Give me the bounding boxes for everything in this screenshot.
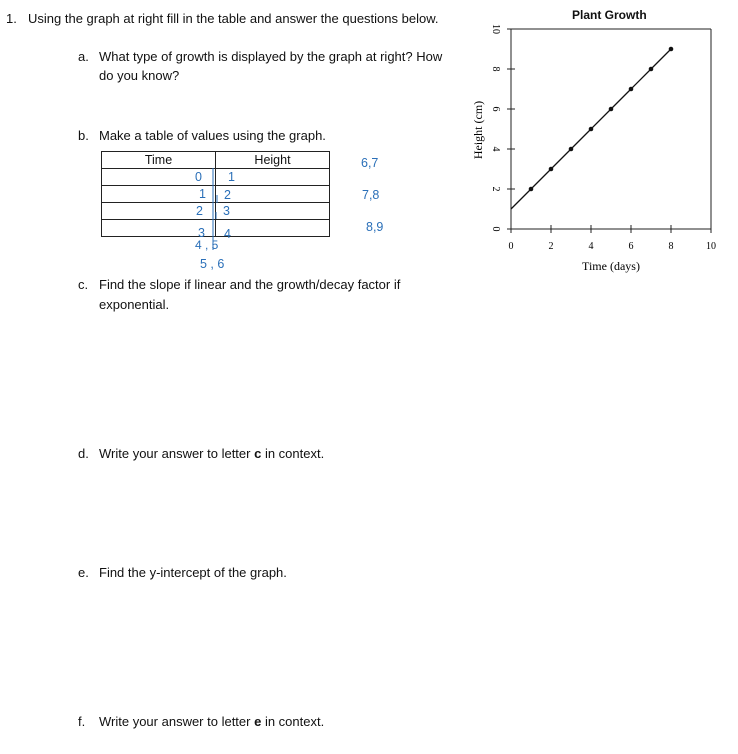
handwritten-height-3: 3	[223, 204, 230, 218]
data-point	[549, 167, 554, 172]
handwritten-side-3: 8,9	[366, 220, 384, 234]
x-tick-label: 8	[668, 241, 674, 252]
x-tick-label: 10	[706, 241, 716, 252]
data-point	[609, 107, 614, 112]
data-point	[569, 147, 574, 152]
handwritten-time-1: 0	[195, 170, 202, 184]
data-point	[649, 67, 654, 72]
y-axis-label: Height (cm)	[471, 100, 485, 160]
part-d-letter: d.	[78, 446, 89, 461]
part-e-text: Find the y-intercept of the graph.	[99, 565, 287, 580]
data-point	[589, 127, 594, 132]
part-a-line1: What type of growth is displayed by the graph at right? How	[99, 49, 443, 64]
handwritten-side-2: 7,8	[362, 188, 380, 202]
handwritten-time-3: 2	[196, 204, 203, 218]
part-d-after: in context.	[261, 446, 325, 461]
handwritten-height-1: 1	[228, 170, 235, 184]
part-b-text: Make a table of values using the graph.	[99, 128, 326, 143]
part-d-text	[99, 446, 324, 461]
part-a-line2: do you know?	[99, 68, 180, 83]
plant-growth-chart	[460, 0, 738, 290]
data-point	[669, 47, 674, 52]
y-tick-label: 0	[490, 226, 501, 232]
handwritten-height-4: 4	[224, 227, 231, 241]
part-c-line1: Find the slope if linear and the growth/decay factor if	[99, 277, 401, 292]
handwritten-time-4: 3	[198, 226, 205, 240]
part-c-letter: c.	[78, 277, 89, 292]
table-header-height: Height	[216, 152, 330, 169]
handwritten-side-1: 6,7	[361, 156, 379, 170]
part-a-letter: a.	[78, 49, 89, 64]
part-f-after: in context.	[261, 714, 325, 729]
handwritten-row-5: 4 , 5	[195, 238, 219, 252]
y-tick-label: 8	[490, 66, 501, 72]
part-d-before: Write your answer to letter	[99, 446, 255, 461]
part-f-text	[99, 714, 324, 729]
part-d-bold: c	[254, 446, 262, 461]
part-c-line2: exponential.	[99, 297, 170, 312]
question-prompt: Using the graph at right fill in the table and answer the questions below.	[28, 11, 439, 26]
handwritten-row-6: 5 , 6	[200, 257, 225, 271]
x-tick-label: 4	[588, 241, 594, 252]
y-tick-label: 2	[490, 186, 501, 192]
question-number: 1.	[6, 11, 17, 26]
y-tick-label: 10	[490, 24, 501, 34]
y-tick-label: 4	[490, 146, 501, 152]
y-tick-label: 6	[490, 106, 501, 112]
table-header-time: Time	[102, 152, 216, 169]
x-tick-label: 0	[508, 241, 514, 252]
part-f-letter: f.	[78, 714, 86, 729]
handwritten-height-2: 2	[224, 188, 231, 202]
data-point	[529, 187, 534, 192]
x-tick-label: 6	[628, 241, 634, 252]
data-point	[629, 87, 634, 92]
part-f-before: Write your answer to letter	[99, 714, 255, 729]
chart-title: Plant Growth	[572, 8, 647, 22]
x-axis-label: Time (days)	[582, 259, 640, 273]
part-e-letter: e.	[78, 565, 89, 580]
part-f-bold: e	[254, 714, 262, 729]
part-b-letter: b.	[78, 128, 89, 143]
x-tick-label: 2	[548, 241, 554, 252]
handwritten-time-2: 1	[199, 187, 206, 201]
